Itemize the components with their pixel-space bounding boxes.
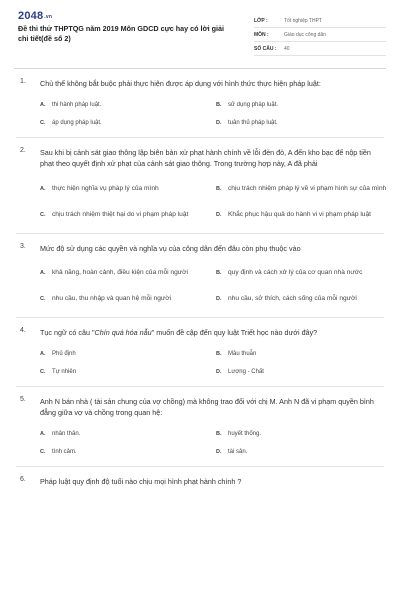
question-1 xyxy=(0,78,400,132)
question-separator xyxy=(16,317,384,318)
meta-row-subject xyxy=(254,28,386,42)
meta-value: Tốt nghiệp THPT xyxy=(284,17,322,24)
proverb-quote: Chín quá hóa nẫu xyxy=(94,328,152,337)
question-text: Mức độ sử dụng các quyền và nghĩa vụ của công dân đến đâu còn phụ thuộc vào xyxy=(40,243,301,253)
site-logo[interactable]: 2048.vn xyxy=(18,10,53,22)
option-a[interactable]: A. khả năng, hoàn cảnh, điều kiện của mỗi người xyxy=(40,269,188,276)
question-separator xyxy=(16,233,384,234)
question-separator xyxy=(16,386,384,387)
question-separator xyxy=(16,466,384,467)
question-text: Tục ngữ có câu "Chín quá hóa nẫu" muốn đề cập đến quy luật Triết học nào dưới đây? xyxy=(40,328,318,337)
option-d[interactable]: D. Lượng - Chất xyxy=(216,368,264,375)
meta-key: LỚP : xyxy=(254,17,268,24)
document-title: Đề thi thử THPTQG năm 2019 Môn GDCD cực hay có lời giải chi tiết(đề số 2) xyxy=(18,24,225,43)
question-number: 6. xyxy=(20,475,26,483)
option-c[interactable]: C. nhu cầu, thu nhập và quan hệ mỗi người xyxy=(40,295,172,302)
question-5 xyxy=(0,396,400,461)
meta-table xyxy=(254,14,386,56)
question-2 xyxy=(0,147,400,228)
question-number: 1. xyxy=(20,78,26,85)
page-header xyxy=(0,0,400,68)
options xyxy=(40,425,384,461)
meta-value: Giáo dục công dân xyxy=(284,31,326,38)
option-b[interactable]: B. Mâu thuẫn xyxy=(216,350,257,357)
option-b[interactable]: B. chịu trách nhiệm pháp lý về vi phạm hình sự của mình xyxy=(216,184,387,192)
options xyxy=(40,176,387,228)
question-6 xyxy=(0,476,400,488)
option-b[interactable]: B. sử dụng pháp luật. xyxy=(216,101,279,108)
options xyxy=(40,96,384,132)
option-a[interactable]: A. Phủ định xyxy=(40,350,76,357)
question-3 xyxy=(0,243,400,313)
option-d[interactable]: D. Khắc phục hậu quả do hành vi vi phạm pháp luật xyxy=(216,210,371,218)
option-c[interactable]: C. Tự nhiên xyxy=(40,368,77,375)
option-b[interactable]: B. huyết thống. xyxy=(216,430,262,437)
option-c[interactable]: C. áp dụng pháp luật. xyxy=(40,119,102,126)
meta-key: SỐ CÂU : xyxy=(254,45,277,52)
option-c[interactable]: C. tình cảm. xyxy=(40,448,77,455)
options xyxy=(40,345,384,381)
question-text: Chủ thể không bắt buộc phải thực hiện được áp dụng với hình thức thực hiện pháp luật: xyxy=(40,79,321,88)
option-a[interactable]: A. thi hành pháp luật. xyxy=(40,101,102,108)
question-separator xyxy=(16,137,384,138)
option-b[interactable]: B. quy định và cách xử lý của cơ quan nhà nước xyxy=(216,269,363,276)
option-d[interactable]: D. tuân thủ pháp luật. xyxy=(216,119,278,126)
question-number: 4. xyxy=(20,327,26,334)
option-a[interactable]: A. thực hiện nghĩa vụ pháp lý của mình xyxy=(40,184,159,192)
option-d[interactable]: D. nhu cầu, sở thích, cách sống của mỗi người xyxy=(216,295,357,302)
option-a[interactable]: A. nhân thân. xyxy=(40,430,81,437)
meta-key: MÔN : xyxy=(254,31,269,38)
meta-value: 40 xyxy=(284,45,290,52)
question-number: 5. xyxy=(20,395,26,403)
option-c[interactable]: C. chịu trách nhiệm thiệt hại do vi phạm pháp luật xyxy=(40,210,189,218)
header-divider xyxy=(14,68,386,69)
question-text: Pháp luật quy định độ tuổi nào chịu mọi hình phạt hành chính ? xyxy=(40,476,242,486)
question-text: Anh N bán nhà ( tài sản chung của vợ chồng) mà không trao đổi với chị M. Anh N đã vi phạm quyền bình đẳng giữa vợ và chồng trong quan hệ: xyxy=(40,396,374,417)
options xyxy=(40,260,384,312)
meta-row-count xyxy=(254,42,386,56)
question-4 xyxy=(0,327,400,381)
question-number: 3. xyxy=(20,242,26,250)
question-number: 2. xyxy=(20,146,26,154)
question-text: Sau khi bị cảnh sát giao thông lập biên bản xử phạt hành chính về lỗi đèn đỏ, A đến kho bạc để nộp tiền phạt theo quyết định xử phạt của cảnh sát giao thông. Trong trường hợp này, A đã phải xyxy=(40,147,371,168)
option-d[interactable]: D. tài sản. xyxy=(216,448,248,455)
meta-row-class xyxy=(254,14,386,28)
question-list xyxy=(0,78,400,487)
